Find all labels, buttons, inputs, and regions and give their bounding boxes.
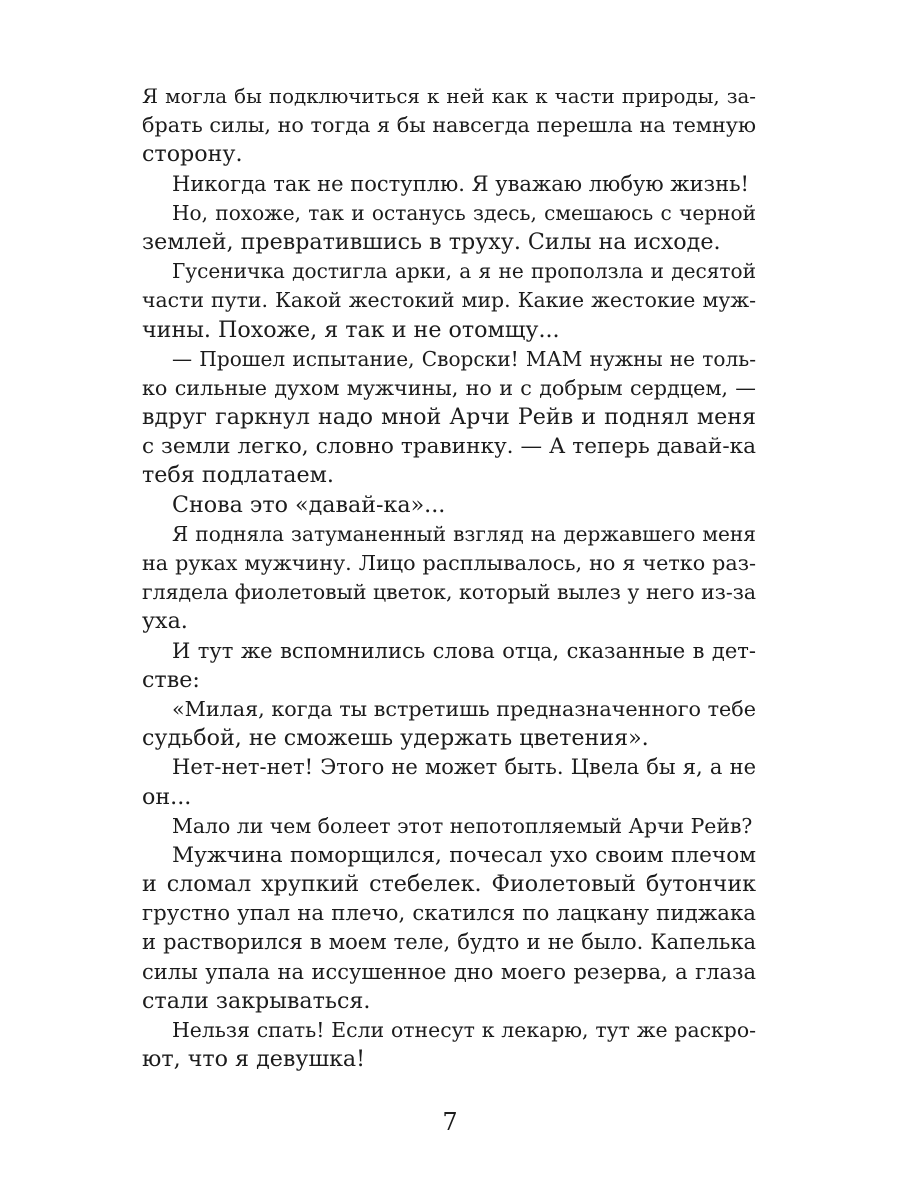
text-line: Но, похоже, так и останусь здесь, смешаюсь с черной — [172, 200, 756, 225]
text-line: тебя подлатаем. — [142, 462, 334, 489]
text-line: И тут же вспомнились слова отца, сказанные в дет- — [172, 638, 756, 663]
text-line: уха. — [142, 608, 188, 635]
text-line: стали закрываться. — [142, 987, 371, 1014]
text-line: «Милая, когда ты встретишь предназначенного тебе — [172, 696, 756, 721]
text-line: Нет-нет-нет! Этого не может быть. Цвела бы я, а не — [172, 755, 756, 780]
text-line: чины. Похоже, я так и не отомщу... — [142, 316, 560, 343]
text-line: глядела фиолетовый цветок, который вылез у него из-за — [142, 580, 756, 605]
text-line: Я подняла затуманенный взгляд на державшего меня — [172, 521, 756, 546]
text-line: с земли легко, словно травинку. — А теперь давай-ка — [142, 434, 756, 460]
text-line: стве: — [142, 666, 200, 693]
text-line: Я могла бы подключиться к ней как к части природы, за- — [142, 85, 756, 108]
text-line: он... — [142, 783, 192, 810]
text-line: судьбой, не сможешь удержать цветения». — [142, 725, 649, 752]
text-line: и растворился в моем теле, будто и не было. Капелька — [142, 930, 756, 955]
text-line: на руках мужчину. Лицо расплывалось, но я четко раз- — [142, 551, 756, 575]
text-line: грустно упал на плечо, скатился по лацкану пиджака — [142, 901, 756, 927]
text-line: ют, что я девушка! — [142, 1046, 366, 1073]
text-line: сторону. — [142, 141, 243, 168]
text-line: силы упала на иссушенное дно моего резерва, а глаза — [142, 959, 756, 984]
body-text — [142, 82, 756, 1074]
text-line: Мало ли чем болеет этот непотопляемый Арчи Рейв? — [172, 813, 753, 838]
text-line: Гусеничка достигла арки, а я не проползла и десятой — [172, 259, 756, 284]
text-line: — Прошел испытание, Сворски! МАМ нужны не толь- — [172, 346, 756, 371]
text-line: Никогда так не поступлю. Я уважаю любую жизнь! — [172, 171, 749, 196]
text-line: Нельзя спать! Если отнесут к лекарю, тут же раскро- — [172, 1018, 756, 1042]
text-line: Снова это «давай-ка»... — [172, 491, 446, 518]
text-line: и сломал хрупкий стебелек. Фиолетовый бутончик — [142, 871, 756, 898]
text-line: ко сильные духом мужчины, но и с добрым сердцем, — — [142, 375, 756, 400]
text-line: землей, превратившись в труху. Силы на исходе. — [142, 228, 721, 255]
text-line: Мужчина поморщился, почесал ухо своим плечом — [172, 842, 756, 868]
page-number: 7 — [442, 1108, 458, 1136]
text-line: брать силы, но тогда я бы навсегда перешла на темную — [142, 113, 756, 138]
text-line: вдруг гаркнул надо мной Арчи Рейв и поднял меня — [142, 404, 756, 431]
text-line: части пути. Какой жестокий мир. Какие жестокие муж- — [142, 288, 756, 313]
